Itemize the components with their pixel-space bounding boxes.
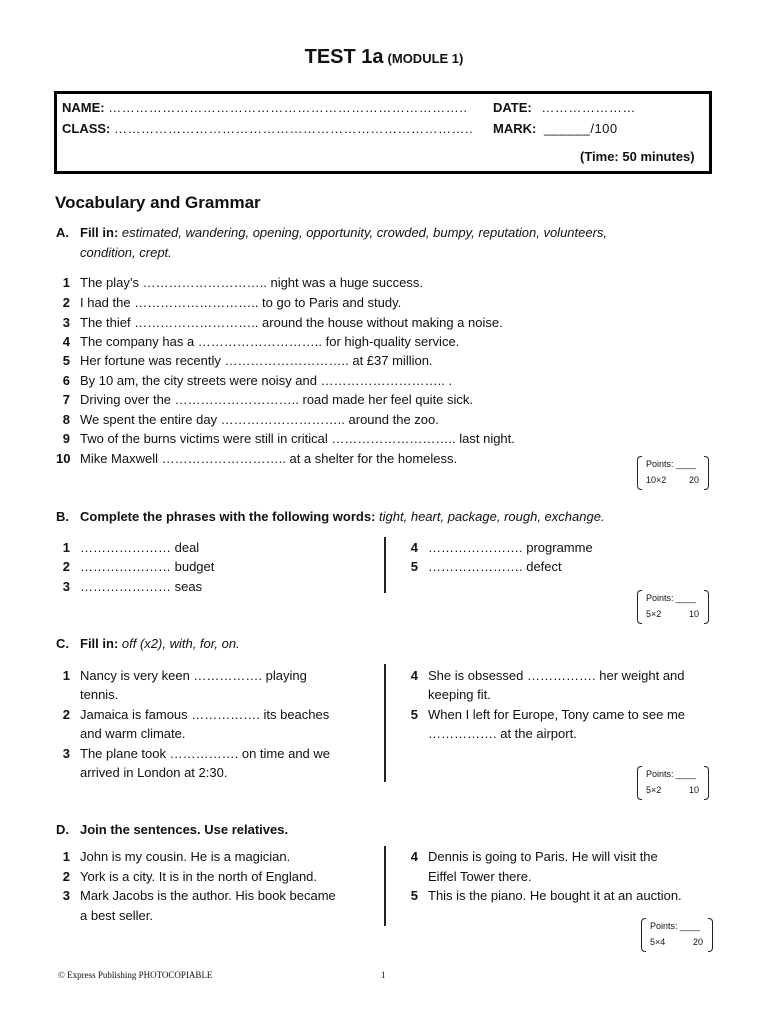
date-blank: ………………… xyxy=(541,100,636,115)
module-label: (MODULE 1) xyxy=(387,51,464,66)
section-d-header: D. Join the sentences. Use relatives. xyxy=(56,822,289,837)
name-label: NAME: xyxy=(62,100,105,115)
mark-field[interactable] xyxy=(493,121,618,136)
section-heading: Vocabulary and Grammar xyxy=(55,193,261,212)
class-field[interactable] xyxy=(62,121,473,136)
name-blank: …………………………………………………………………….. xyxy=(108,100,468,115)
time-note: (Time: 50 minutes) xyxy=(580,149,695,164)
mark-blank: ______/100 xyxy=(543,121,618,136)
section-a-words-cont: condition, crept. xyxy=(80,245,172,260)
mark-label: MARK: xyxy=(493,121,537,136)
points-box-b: Points: ____ 5×2 10 xyxy=(637,590,709,624)
column-divider xyxy=(384,846,386,926)
name-field[interactable] xyxy=(62,100,467,115)
section-a-header: A. Fill in: estimated, wandering, opening, opportunity, crowded, bumpy, reputation, volunteers, xyxy=(56,225,608,240)
copyright-footer: © Express Publishing PHOTOCOPIABLE xyxy=(58,970,213,980)
section-c-header: C. Fill in: off (x2), with, for, on. xyxy=(56,636,240,651)
date-field[interactable] xyxy=(493,100,636,115)
date-label: DATE: xyxy=(493,100,532,115)
class-blank: …………………………………………………………………….. xyxy=(114,121,474,136)
column-divider xyxy=(384,664,386,782)
points-box-d: Points: ____ 5×4 20 xyxy=(641,918,713,952)
class-label: CLASS: xyxy=(62,121,111,136)
page-number: 1 xyxy=(381,970,386,980)
page-title xyxy=(0,46,768,69)
section-b-header: B. Complete the phrases with the following words: tight, heart, package, rough, exchange. xyxy=(56,509,605,524)
column-divider xyxy=(384,537,386,593)
points-box-c: Points: ____ 5×2 10 xyxy=(637,766,709,800)
points-box-a: Points: ____ 10×2 20 xyxy=(637,456,709,490)
test-title: TEST 1a xyxy=(304,46,384,68)
